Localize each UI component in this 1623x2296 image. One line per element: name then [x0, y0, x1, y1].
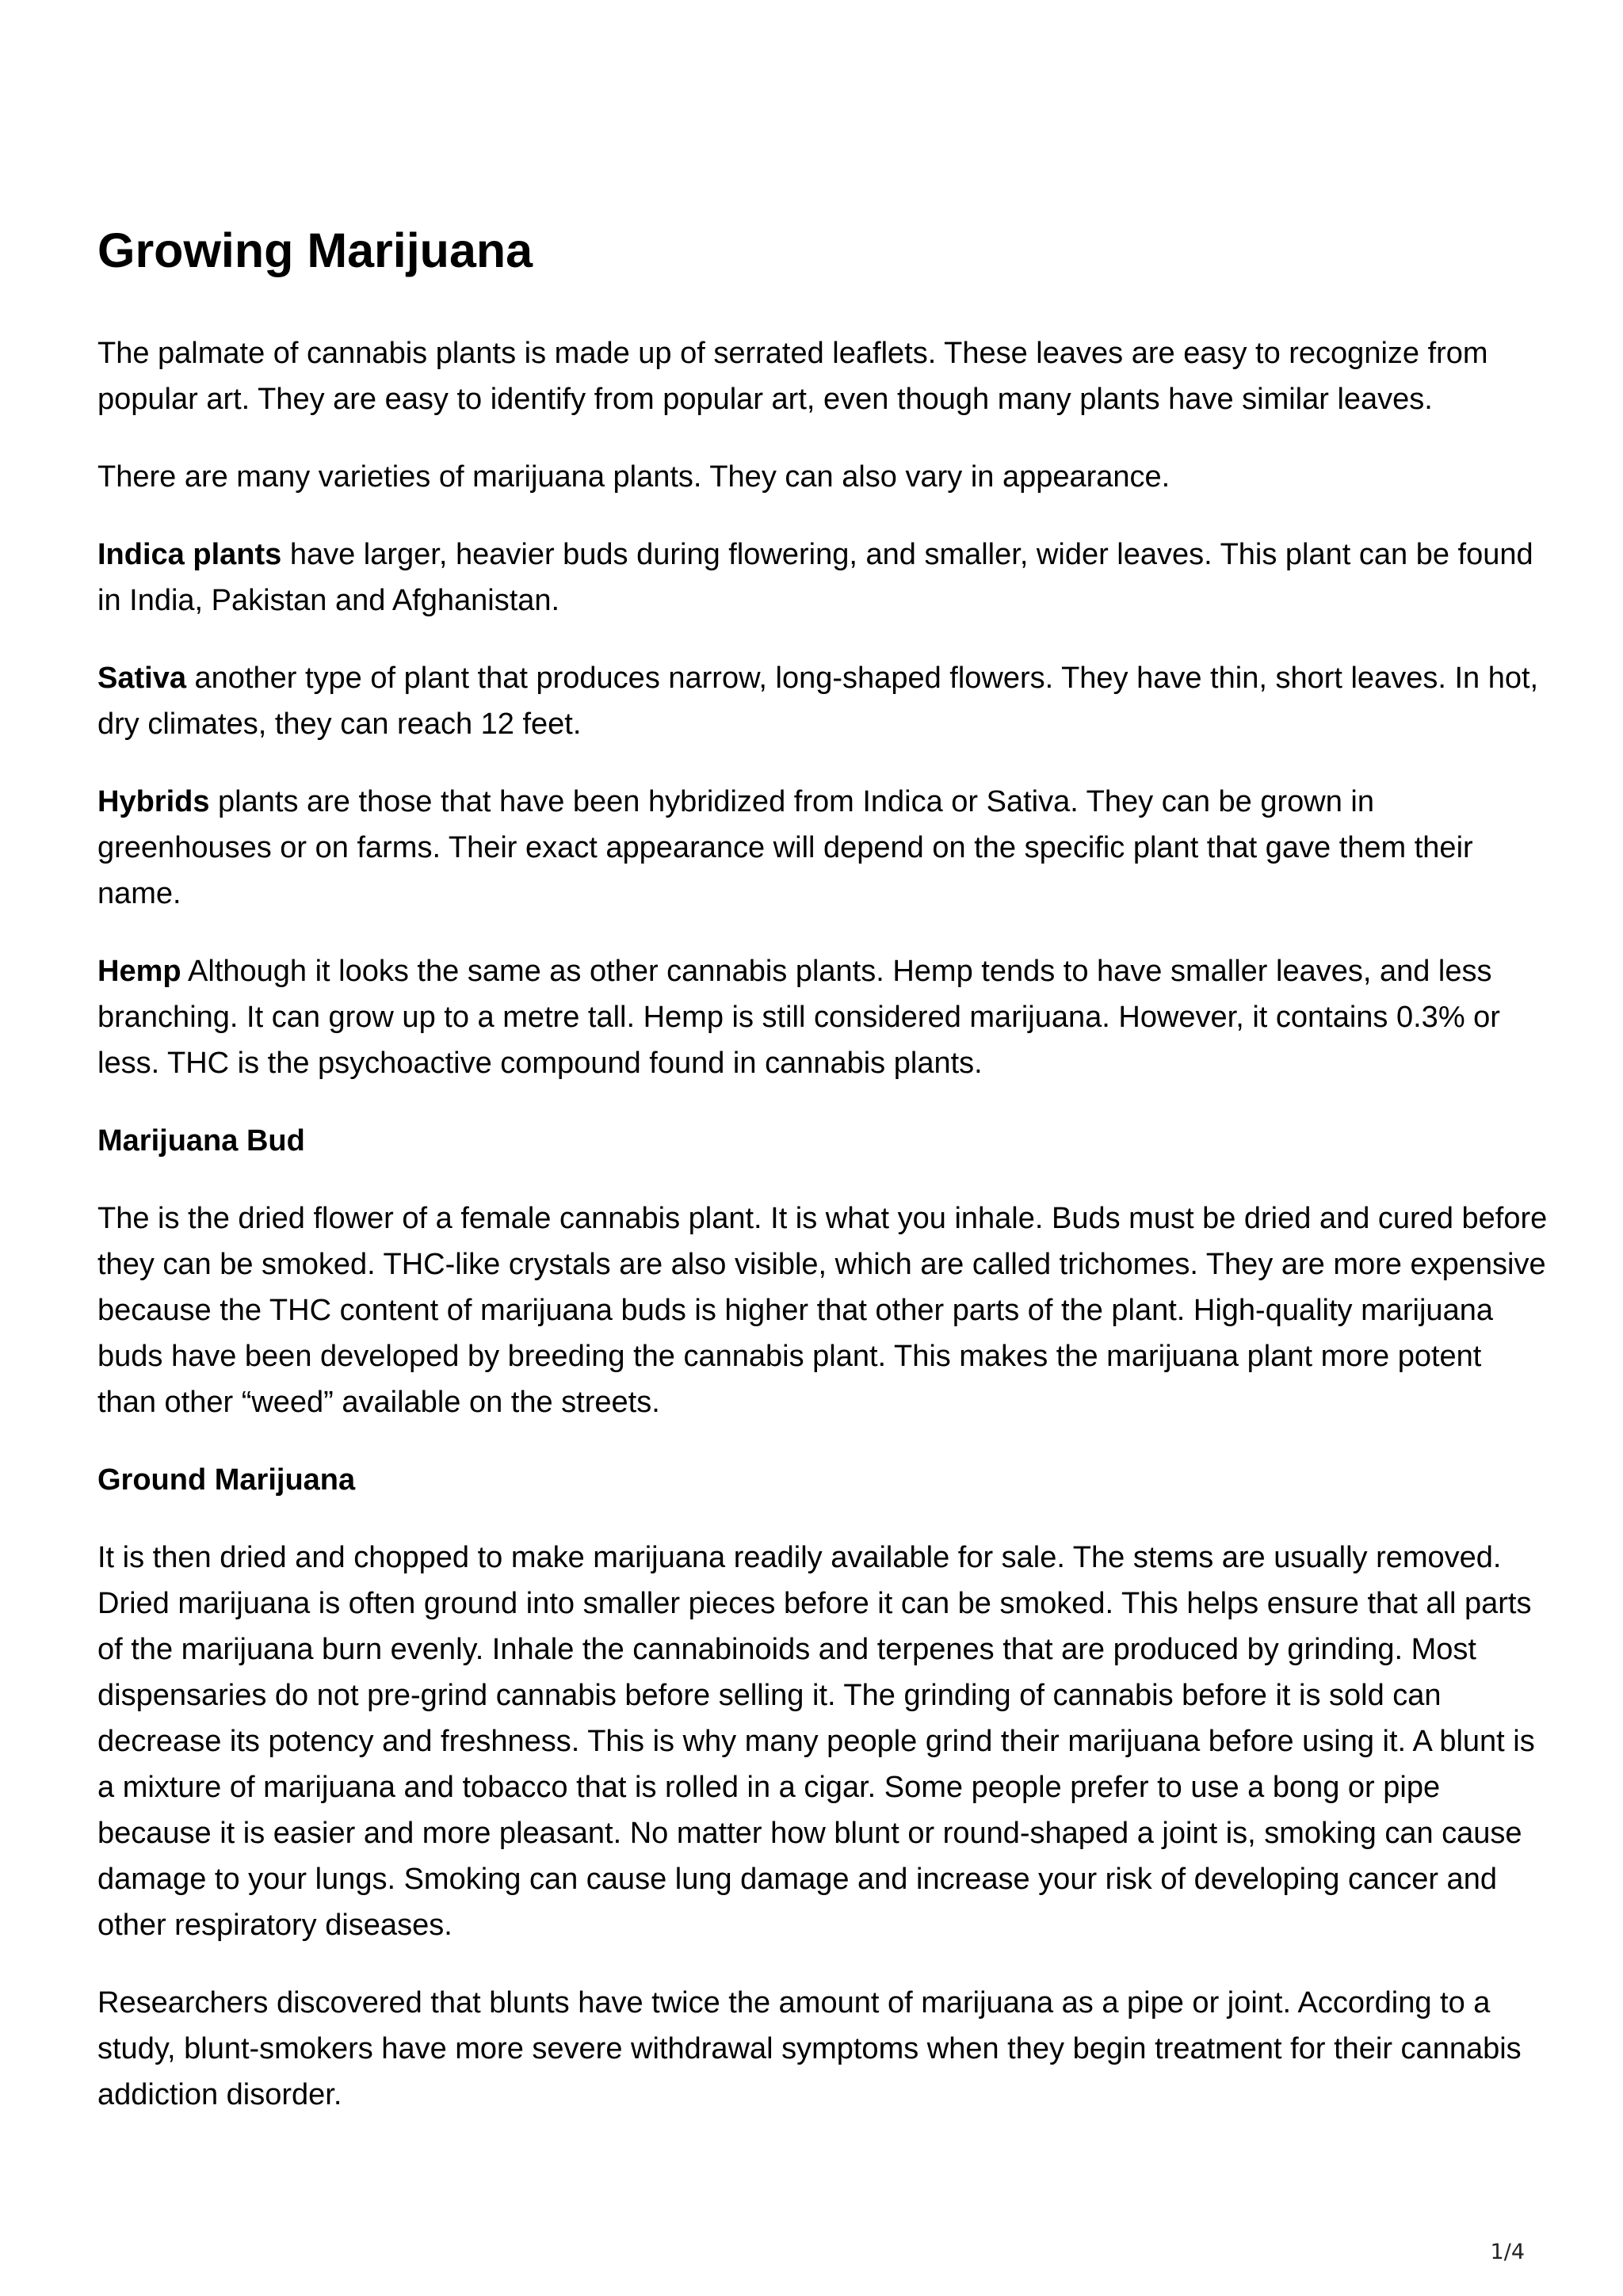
indica-paragraph: [97, 532, 1548, 624]
indica-term: Indica plants: [97, 538, 282, 572]
sativa-text: another type of plant that produces narrow, long-shaped flowers. They have thin, short leaves. In hot, dry climates, they can reach 12 feet.: [97, 662, 1539, 742]
hemp-paragraph: [97, 948, 1548, 1086]
hybrids-paragraph: [97, 779, 1548, 917]
ground-paragraph: It is then dried and chopped to make marijuana readily available for sale. The stems are usually removed. Dried marijuana is often ground into smaller pieces before it can be smoked. This helps ensure that all parts of the marijuana burn evenly. Inhale the cannabinoids and terpenes that are produced by grinding. Most dispensaries do not pre-grind cannabis before selling it. The grinding of cannabis before it is sold can decrease its potency and freshness. This is why many people grind their marijuana before using it. A blunt is a mixture of marijuana and tobacco that is rolled in a cigar. Some people prefer to use a bong or pipe because it is easier and more pleasant. No matter how blunt or round-shaped a joint is, smoking can cause damage to your lungs. Smoking can cause lung damage and increase your risk of developing cancer and other respiratory diseases.: [97, 1541, 1535, 1943]
research-paragraph: Researchers discovered that blunts have twice the amount of marijuana as a pipe or joint. According to a study, blunt-smokers have more severe withdrawal symptoms when they begin treatment for their cannabis addiction disorder.: [97, 1986, 1522, 2112]
ground-heading: Ground Marijuana: [97, 1463, 356, 1497]
bud-paragraph: The is the dried flower of a female cannabis plant. It is what you inhale. Buds must be dried and cured before they can be smoked. THC-like crystals are also visible, which are called trichomes. They are more expensive because the THC content of marijuana buds is higher that other parts of the plant. High-quality marijuana buds have been developed by breeding the cannabis plant. This makes the marijuana plant more potent than other “weed” available on the streets.: [97, 1202, 1548, 1420]
hemp-term: Hemp: [97, 955, 181, 989]
hybrids-text: plants are those that have been hybridized from Indica or Sativa. They can be grown in greenhouses or on farms. Their exact appearance will depend on the specific plant that gave them their name.: [97, 785, 1473, 911]
page-number: 1/4: [1490, 2240, 1525, 2264]
hemp-text: Although it looks the same as other cannabis plants. Hemp tends to have smaller leaves, and less branching. It can grow up to a metre tall. Hemp is still considered marijuana. However, it contains 0.3% or less. THC is the psychoactive compound found in cannabis plants.: [97, 955, 1500, 1081]
indica-text: have larger, heavier buds during flowering, and smaller, wider leaves. This plant can be found in India, Pakistan and Afghanistan.: [97, 538, 1533, 618]
intro-paragraph: The palmate of cannabis plants is made up of serrated leaflets. These leaves are easy to recognize from popular art. They are easy to identify from popular art, even though many plants have similar leaves.: [97, 337, 1488, 417]
sativa-paragraph: [97, 655, 1548, 747]
page-title: Growing Marijuana: [97, 223, 533, 277]
document-page: [97, 222, 1548, 2149]
varieties-paragraph: There are many varieties of marijuana plants. They can also vary in appearance.: [97, 460, 1170, 494]
bud-heading: Marijuana Bud: [97, 1124, 305, 1158]
sativa-term: Sativa: [97, 662, 186, 696]
hybrids-term: Hybrids: [97, 785, 210, 819]
